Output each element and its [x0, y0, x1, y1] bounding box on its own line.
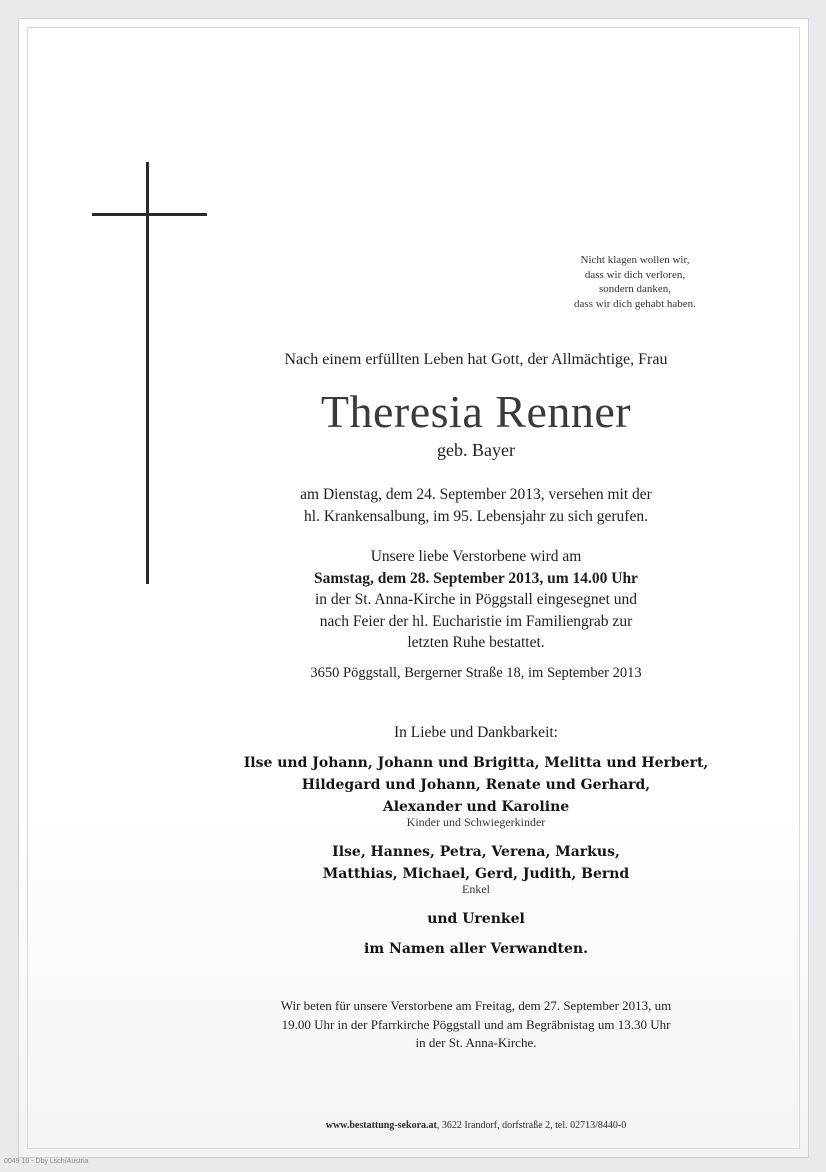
funeral-line: nach Feier der hl. Eucharistie im Familiengrab zur: [319, 612, 633, 630]
motto-line: dass wir dich verloren,: [584, 268, 686, 281]
relatives-line: im Namen aller Verwandten.: [364, 941, 588, 957]
service-line: Wir beten für unsere Verstorbene am Freitag, dem 27. September 2013, um: [280, 998, 672, 1013]
deceased-name: Theresia Renner: [320, 386, 632, 437]
grandchildren-line: Matthias, Michael, Gerd, Judith, Bernd: [322, 866, 630, 882]
funeral-line: Unsere liebe Verstorbene wird am: [370, 548, 582, 565]
grandchildren-line: Ilse, Hannes, Petra, Verena, Markus,: [332, 844, 620, 860]
children-line: Hildegard und Johann, Renate und Gerhard,: [301, 777, 651, 793]
children-caption: Kinder und Schwiegerkinder: [406, 815, 546, 829]
motto-verse: [540, 253, 730, 311]
grandchildren-names: [186, 841, 766, 885]
death-notice-line: am Dienstag, dem 24. September 2013, versehen mit der: [300, 486, 652, 503]
funeral-line: letzten Ruhe bestattet.: [407, 634, 545, 651]
grandchildren-caption: Enkel: [462, 882, 490, 896]
motto-line: sondern danken,: [598, 283, 672, 295]
prayer-service-note: [186, 997, 766, 1053]
death-notice-line: hl. Krankensalbung, im 95. Lebensjahr zu sich gerufen.: [304, 507, 648, 525]
children-line: Ilse und Johann, Johann und Brigitta, Melitta und Herbert,: [243, 755, 709, 771]
maiden-name: geb. Bayer: [437, 440, 515, 460]
cross-horizontal-beam: [92, 213, 207, 216]
address-line: 3650 Pöggstall, Bergerner Straße 18, im September 2013: [310, 665, 642, 681]
funeral-home-footer: [186, 1120, 766, 1131]
great-grandchildren: und Urenkel: [427, 911, 525, 927]
intro-text: Nach einem erfüllten Leben hat Gott, der Allmächtige, Frau: [284, 351, 668, 368]
children-names: [186, 752, 766, 818]
funeral-line: in der St. Anna-Kirche in Pöggstall eingesegnet und: [315, 591, 637, 608]
funeral-date: Samstag, dem 28. September 2013, um 14.00 Uhr: [314, 569, 638, 587]
service-line: in der St. Anna-Kirche.: [415, 1035, 537, 1050]
service-line: 19.00 Uhr in der Pfarrkirche Pöggstall und am Begräbnistag um 13.30 Uhr: [281, 1016, 671, 1032]
funeral-home-website[interactable]: www.bestattung-sekora.at: [325, 1120, 437, 1131]
death-notice: [186, 484, 766, 527]
motto-line: Nicht klagen wollen wir,: [580, 254, 690, 266]
cross-vertical-beam: [146, 162, 149, 584]
children-line: Alexander und Karoline: [382, 799, 570, 815]
motto-line: dass wir dich gehabt haben.: [574, 297, 696, 310]
thanks-heading: In Liebe und Dankbarkeit:: [394, 724, 558, 741]
funeral-home-address: , 3622 Irandorf, dorfstraße 2, tel. 02713/8440-0: [436, 1120, 627, 1131]
funeral-details: [186, 546, 766, 654]
scan-reference: 0049 10 - Dby Lsch/Austria: [4, 1158, 89, 1165]
